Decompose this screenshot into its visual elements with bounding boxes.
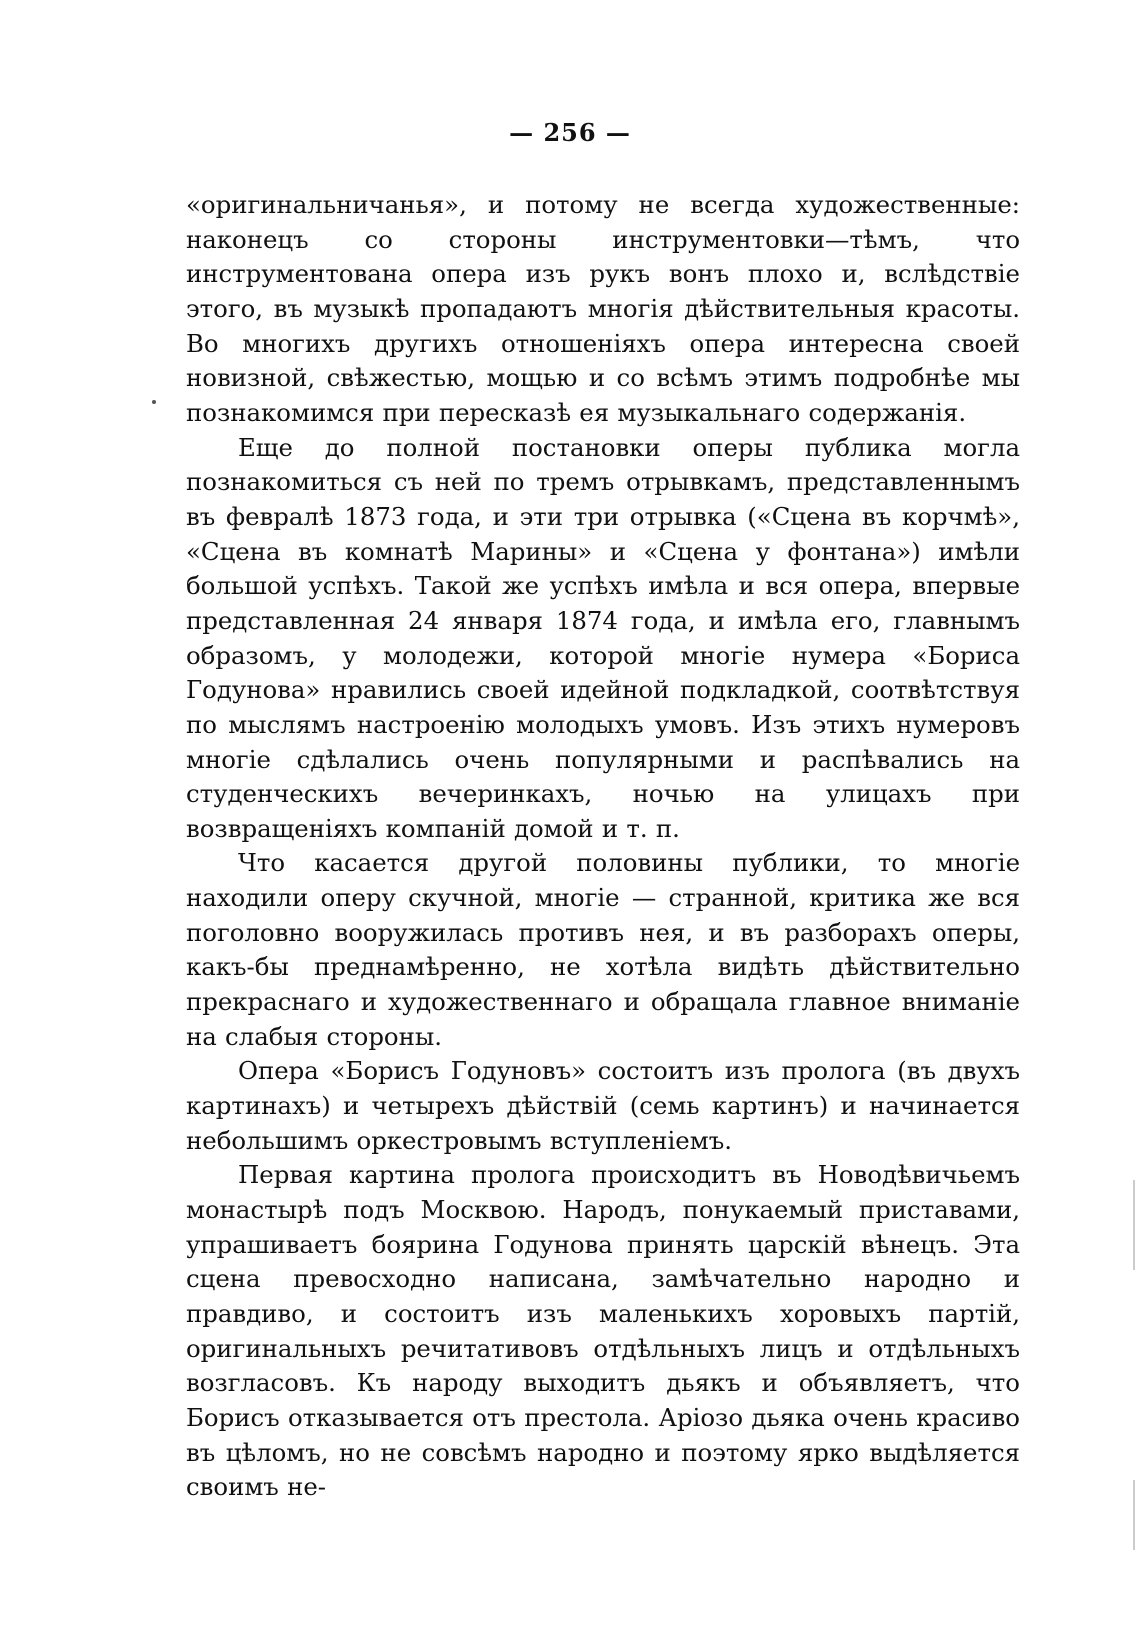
paragraph-2: Еще до полной постановки оперы публика могла познакомиться съ ней по тремъ отрывкамъ, представленнымъ въ февралѣ 1873 года, и эти три отрывка («Сцена въ корчмѣ», «Сцена въ комнатѣ Марины» и «Сцена у фонтана») имѣли большой успѣхъ. Такой же успѣхъ имѣла и вся опера, впервые представленная 24 января 1874 года, и имѣла его, главнымъ образомъ, у молодежи, которой многіе нумера «Бориса Годунова» нравились своей идейной подкладкой, соотвѣтствуя по мыслямъ настроенію молодыхъ умовъ. Изъ этихъ нумеровъ многіе сдѣлались очень популярными и распѣвались на студенческихъ вечеринкахъ, ночью на улицахъ при возвращеніяхъ компаній домой и т. п.: [186, 432, 1020, 843]
page-number-header: — 256 —: [509, 118, 631, 147]
page-body-text: [186, 188, 1020, 1505]
paragraph-4: Опера «Борисъ Годуновъ» состоитъ изъ пролога (въ двухъ картинахъ) и четырехъ дѣйствій (семь картинъ) и начинается небольшимъ оркестровымъ вступленіемъ.: [186, 1056, 1020, 1155]
scan-edge-mark: [1133, 1180, 1135, 1270]
scan-edge-mark-lower: [1133, 1480, 1135, 1550]
scan-speck: [152, 400, 156, 404]
paragraph-1: «оригинальничанья», и потому не всегда художественные: наконецъ со стороны инструментовки—тѣмъ, что инструментована опера изъ рукъ вонъ плохо и, вслѣдствіе этого, въ музыкѣ пропадаютъ многія дѣйствительныя красоты. Во многихъ другихъ отношеніяхъ опера интересна своей новизной, свѣжестью, мощью и со всѣмъ этимъ подробнѣе мы познакомимся при пересказѣ ея музыкальнаго содержанія.: [186, 190, 1020, 427]
paragraph-5: Первая картина пролога происходитъ въ Новодѣвичьемъ монастырѣ подъ Москвою. Народъ, понукаемый приставами, упрашиваетъ боярина Годунова принять царскій вѣнецъ. Эта сцена превосходно написана, замѣчательно народно и правдиво, и состоитъ изъ маленькихъ хоровыхъ партій, оригинальныхъ речитативовъ отдѣльныхъ лицъ и отдѣльныхъ возгласовъ. Къ народу выходитъ дьякъ и объявляетъ, что Борисъ отказывается отъ престола. Аріозо дьяка очень красиво въ цѣломъ, но не совсѣмъ народно и поэтому ярко выдѣляется своимъ не-: [186, 1160, 1020, 1502]
paragraph-3: Что касается другой половины публики, то многіе находили оперу скучной, многіе — странной, критика же вся поголовно вооружилась противъ нея, и въ разборахъ оперы, какъ-бы преднамѣренно, не хотѣла видѣть дѣйствительно прекраснаго и художественнаго и обращала главное вниманіе на слабыя стороны.: [186, 848, 1020, 1051]
